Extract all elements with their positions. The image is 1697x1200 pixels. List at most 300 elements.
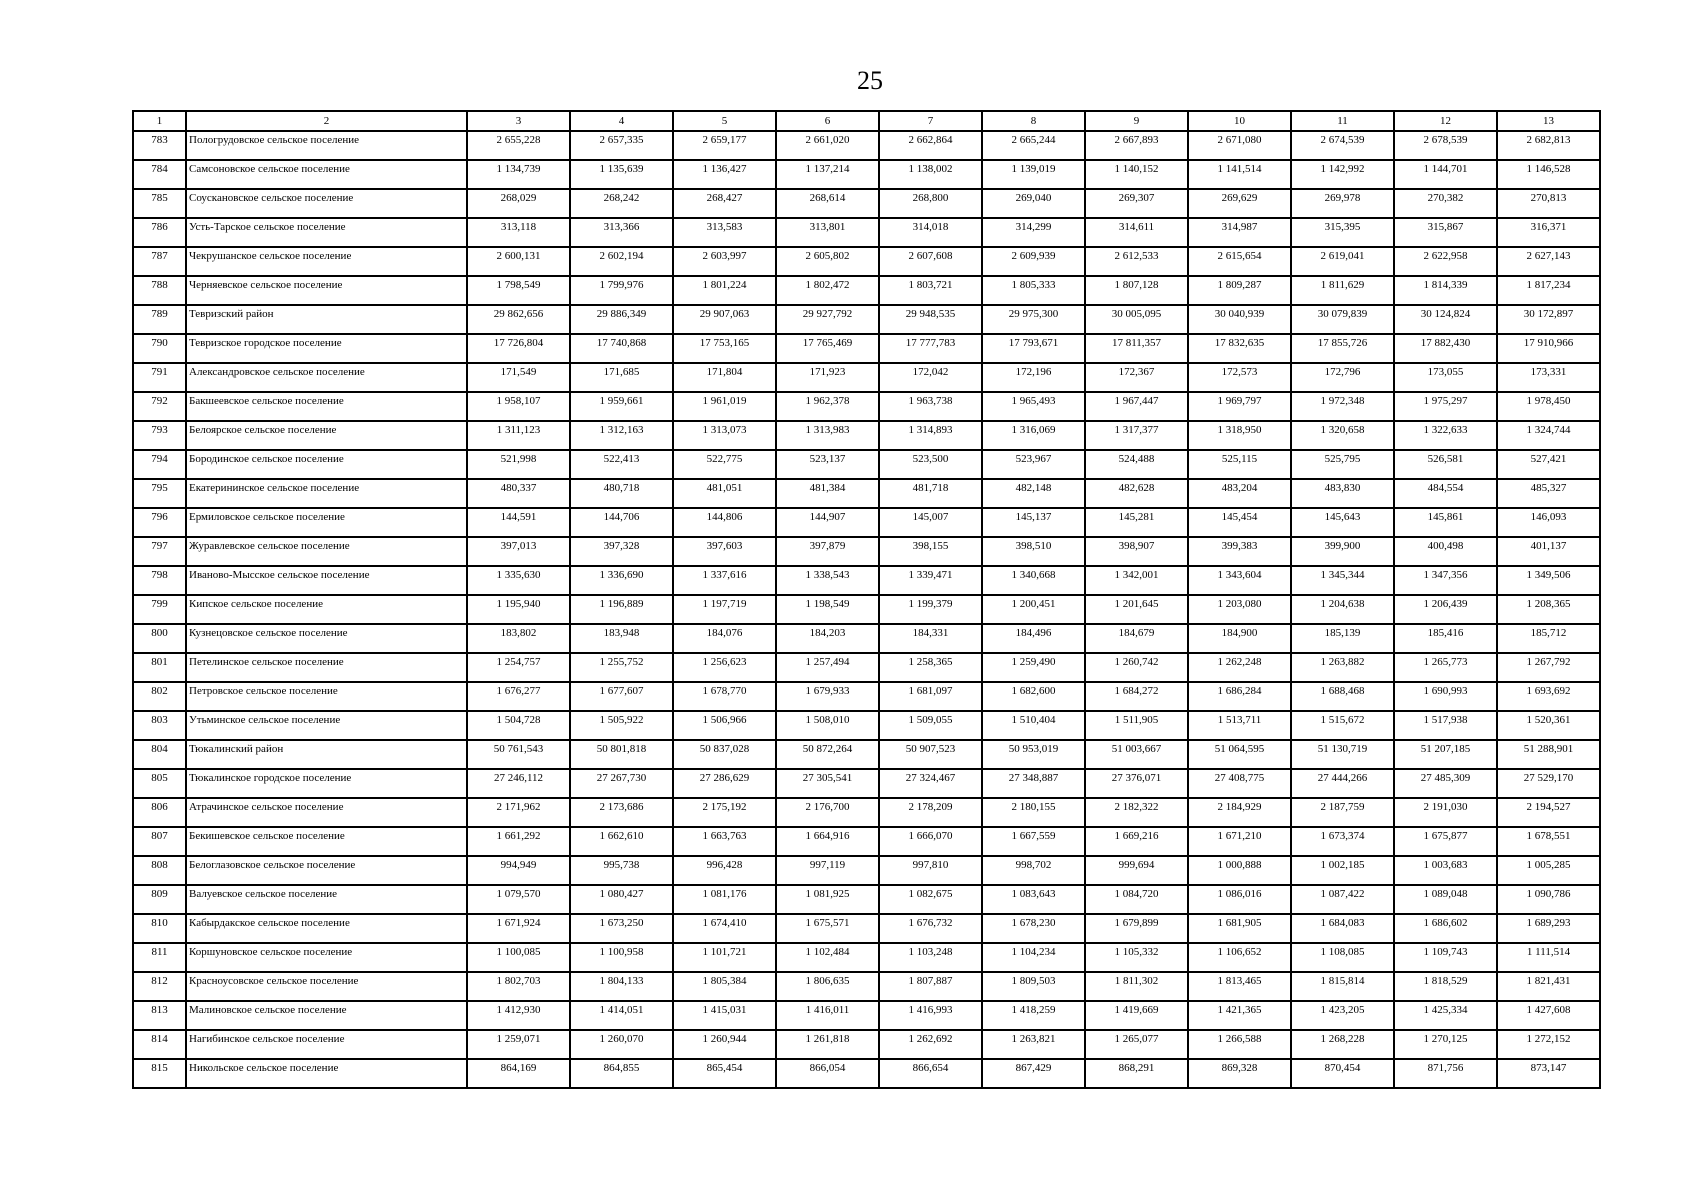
name-cell: Белоярское сельское поселение [186, 421, 467, 450]
value-cell: 2 176,700 [776, 798, 879, 827]
table-row [133, 131, 1600, 160]
value-cell: 401,137 [1497, 537, 1600, 566]
value-cell: 270,813 [1497, 189, 1600, 218]
value-cell: 1 678,770 [673, 682, 776, 711]
value-cell: 17 765,469 [776, 334, 879, 363]
name-cell: Петелинское сельское поселение [186, 653, 467, 682]
value-cell: 397,328 [570, 537, 673, 566]
value-cell: 1 199,379 [879, 595, 982, 624]
value-cell: 480,337 [467, 479, 570, 508]
value-cell: 1 671,210 [1188, 827, 1291, 856]
value-cell: 2 682,813 [1497, 131, 1600, 160]
value-cell: 2 655,228 [467, 131, 570, 160]
value-cell: 145,137 [982, 508, 1085, 537]
row-number-cell: 808 [133, 856, 186, 885]
value-cell: 1 106,652 [1188, 943, 1291, 972]
value-cell: 1 313,073 [673, 421, 776, 450]
value-cell: 2 600,131 [467, 247, 570, 276]
row-number-cell: 798 [133, 566, 186, 595]
value-cell: 1 198,549 [776, 595, 879, 624]
value-cell: 185,416 [1394, 624, 1497, 653]
value-cell: 1 664,916 [776, 827, 879, 856]
row-number-cell: 812 [133, 972, 186, 1001]
value-cell: 173,331 [1497, 363, 1600, 392]
row-number-cell: 799 [133, 595, 186, 624]
value-cell: 145,281 [1085, 508, 1188, 537]
value-cell: 1 416,993 [879, 1001, 982, 1030]
column-header: 7 [879, 111, 982, 131]
value-cell: 268,427 [673, 189, 776, 218]
page-number: 25 [857, 66, 883, 95]
column-header: 11 [1291, 111, 1394, 131]
name-cell: Кабырдакское сельское поселение [186, 914, 467, 943]
value-cell: 1 965,493 [982, 392, 1085, 421]
value-cell: 1 806,635 [776, 972, 879, 1001]
value-cell: 399,383 [1188, 537, 1291, 566]
value-cell: 172,042 [879, 363, 982, 392]
value-cell: 2 182,322 [1085, 798, 1188, 827]
row-number-cell: 805 [133, 769, 186, 798]
value-cell: 1 343,604 [1188, 566, 1291, 595]
value-cell: 1 520,361 [1497, 711, 1600, 740]
value-cell: 2 187,759 [1291, 798, 1394, 827]
value-cell: 144,907 [776, 508, 879, 537]
row-number-cell: 807 [133, 827, 186, 856]
value-cell: 2 180,155 [982, 798, 1085, 827]
row-number-cell: 809 [133, 885, 186, 914]
table-row [133, 682, 1600, 711]
value-cell: 1 421,365 [1188, 1001, 1291, 1030]
value-cell: 1 962,378 [776, 392, 879, 421]
row-number-cell: 784 [133, 160, 186, 189]
value-cell: 1 814,339 [1394, 276, 1497, 305]
value-cell: 50 761,543 [467, 740, 570, 769]
name-cell: Александровское сельское поселение [186, 363, 467, 392]
value-cell: 1 267,792 [1497, 653, 1600, 682]
column-header: 1 [133, 111, 186, 131]
value-cell: 870,454 [1291, 1059, 1394, 1088]
value-cell: 17 740,868 [570, 334, 673, 363]
value-cell: 269,040 [982, 189, 1085, 218]
value-cell: 1 815,814 [1291, 972, 1394, 1001]
row-number-cell: 794 [133, 450, 186, 479]
value-cell: 1 262,692 [879, 1030, 982, 1059]
value-cell: 1 272,152 [1497, 1030, 1600, 1059]
value-cell: 399,900 [1291, 537, 1394, 566]
value-cell: 1 805,333 [982, 276, 1085, 305]
name-cell: Бакшеевское сельское поселение [186, 392, 467, 421]
value-cell: 2 671,080 [1188, 131, 1291, 160]
value-cell: 1 316,069 [982, 421, 1085, 450]
value-cell: 1 335,630 [467, 566, 570, 595]
value-cell: 2 194,527 [1497, 798, 1600, 827]
value-cell: 1 206,439 [1394, 595, 1497, 624]
row-number-cell: 813 [133, 1001, 186, 1030]
value-cell: 871,756 [1394, 1059, 1497, 1088]
value-cell: 1 081,176 [673, 885, 776, 914]
value-cell: 313,118 [467, 218, 570, 247]
row-number-cell: 790 [133, 334, 186, 363]
value-cell: 1 101,721 [673, 943, 776, 972]
value-cell: 1 103,248 [879, 943, 982, 972]
table-row [133, 450, 1600, 479]
table-header [133, 111, 1600, 131]
table-row [133, 247, 1600, 276]
value-cell: 1 963,738 [879, 392, 982, 421]
value-cell: 269,629 [1188, 189, 1291, 218]
value-cell: 145,643 [1291, 508, 1394, 537]
value-cell: 1 667,559 [982, 827, 1085, 856]
table-row [133, 189, 1600, 218]
value-cell: 397,603 [673, 537, 776, 566]
value-cell: 1 681,905 [1188, 914, 1291, 943]
value-cell: 1 807,887 [879, 972, 982, 1001]
value-cell: 1 197,719 [673, 595, 776, 624]
row-number-cell: 806 [133, 798, 186, 827]
column-header: 9 [1085, 111, 1188, 131]
name-cell: Черняевское сельское поселение [186, 276, 467, 305]
value-cell: 1 509,055 [879, 711, 982, 740]
row-number-cell: 804 [133, 740, 186, 769]
row-number-cell: 811 [133, 943, 186, 972]
value-cell: 27 286,629 [673, 769, 776, 798]
value-cell: 1 263,882 [1291, 653, 1394, 682]
value-cell: 1 802,472 [776, 276, 879, 305]
value-cell: 1 676,277 [467, 682, 570, 711]
value-cell: 30 005,095 [1085, 305, 1188, 334]
value-cell: 2 622,958 [1394, 247, 1497, 276]
value-cell: 1 517,938 [1394, 711, 1497, 740]
value-cell: 1 798,549 [467, 276, 570, 305]
value-cell: 171,685 [570, 363, 673, 392]
value-cell: 1 339,471 [879, 566, 982, 595]
value-cell: 1 799,976 [570, 276, 673, 305]
column-header: 5 [673, 111, 776, 131]
value-cell: 2 191,030 [1394, 798, 1497, 827]
value-cell: 866,054 [776, 1059, 879, 1088]
row-number-cell: 792 [133, 392, 186, 421]
value-cell: 1 675,571 [776, 914, 879, 943]
name-cell: Коршуновское сельское поселение [186, 943, 467, 972]
value-cell: 1 104,234 [982, 943, 1085, 972]
value-cell: 1 260,070 [570, 1030, 673, 1059]
value-cell: 1 662,610 [570, 827, 673, 856]
name-cell: Чекрушанское сельское поселение [186, 247, 467, 276]
value-cell: 172,367 [1085, 363, 1188, 392]
row-number-cell: 783 [133, 131, 186, 160]
value-cell: 185,712 [1497, 624, 1600, 653]
table-row [133, 798, 1600, 827]
column-header: 3 [467, 111, 570, 131]
value-cell: 314,299 [982, 218, 1085, 247]
table-row [133, 508, 1600, 537]
value-cell: 50 907,523 [879, 740, 982, 769]
value-cell: 1 423,205 [1291, 1001, 1394, 1030]
value-cell: 1 671,924 [467, 914, 570, 943]
value-cell: 1 260,742 [1085, 653, 1188, 682]
value-cell: 1 270,125 [1394, 1030, 1497, 1059]
value-cell: 994,949 [467, 856, 570, 885]
value-cell: 521,998 [467, 450, 570, 479]
table-row [133, 305, 1600, 334]
value-cell: 1 804,133 [570, 972, 673, 1001]
value-cell: 1 146,528 [1497, 160, 1600, 189]
value-cell: 17 832,635 [1188, 334, 1291, 363]
value-cell: 1 506,966 [673, 711, 776, 740]
value-cell: 315,867 [1394, 218, 1497, 247]
value-cell: 1 515,672 [1291, 711, 1394, 740]
value-cell: 144,706 [570, 508, 673, 537]
value-cell: 270,382 [1394, 189, 1497, 218]
value-cell: 184,076 [673, 624, 776, 653]
name-cell: Кузнецовское сельское поселение [186, 624, 467, 653]
name-cell: Иваново-Мысское сельское поселение [186, 566, 467, 595]
value-cell: 398,155 [879, 537, 982, 566]
value-cell: 2 612,533 [1085, 247, 1188, 276]
value-cell: 27 408,775 [1188, 769, 1291, 798]
row-number-cell: 814 [133, 1030, 186, 1059]
column-header: 10 [1188, 111, 1291, 131]
value-cell: 1 082,675 [879, 885, 982, 914]
value-cell: 1 144,701 [1394, 160, 1497, 189]
value-cell: 1 257,494 [776, 653, 879, 682]
value-cell: 1 262,248 [1188, 653, 1291, 682]
table-row [133, 856, 1600, 885]
value-cell: 1 087,422 [1291, 885, 1394, 914]
value-cell: 1 673,250 [570, 914, 673, 943]
value-cell: 1 967,447 [1085, 392, 1188, 421]
value-cell: 1 090,786 [1497, 885, 1600, 914]
value-cell: 1 140,152 [1085, 160, 1188, 189]
row-number-cell: 802 [133, 682, 186, 711]
value-cell: 1 342,001 [1085, 566, 1188, 595]
value-cell: 30 124,824 [1394, 305, 1497, 334]
table-row [133, 218, 1600, 247]
name-cell: Екатерининское сельское поселение [186, 479, 467, 508]
value-cell: 1 349,506 [1497, 566, 1600, 595]
name-cell: Тевризское городское поселение [186, 334, 467, 363]
value-cell: 1 811,629 [1291, 276, 1394, 305]
value-cell: 51 130,719 [1291, 740, 1394, 769]
value-cell: 1 324,744 [1497, 421, 1600, 450]
value-cell: 1 080,427 [570, 885, 673, 914]
value-cell: 1 818,529 [1394, 972, 1497, 1001]
value-cell: 1 511,905 [1085, 711, 1188, 740]
name-cell: Ермиловское сельское поселение [186, 508, 467, 537]
value-cell: 1 311,123 [467, 421, 570, 450]
value-cell: 1 675,877 [1394, 827, 1497, 856]
value-cell: 1 105,332 [1085, 943, 1188, 972]
value-cell: 1 313,983 [776, 421, 879, 450]
value-cell: 484,554 [1394, 479, 1497, 508]
name-cell: Никольское сельское поселение [186, 1059, 467, 1088]
value-cell: 482,148 [982, 479, 1085, 508]
value-cell: 1 803,721 [879, 276, 982, 305]
value-cell: 1 673,374 [1291, 827, 1394, 856]
value-cell: 1 801,224 [673, 276, 776, 305]
value-cell: 1 807,128 [1085, 276, 1188, 305]
value-cell: 1 505,922 [570, 711, 673, 740]
row-number-cell: 785 [133, 189, 186, 218]
row-number-cell: 815 [133, 1059, 186, 1088]
value-cell: 1 345,344 [1291, 566, 1394, 595]
value-cell: 1 259,490 [982, 653, 1085, 682]
value-cell: 996,428 [673, 856, 776, 885]
value-cell: 1 336,690 [570, 566, 673, 595]
value-cell: 866,654 [879, 1059, 982, 1088]
value-cell: 1 414,051 [570, 1001, 673, 1030]
value-cell: 27 324,467 [879, 769, 982, 798]
value-cell: 173,055 [1394, 363, 1497, 392]
value-cell: 1 961,019 [673, 392, 776, 421]
value-cell: 1 081,925 [776, 885, 879, 914]
value-cell: 483,830 [1291, 479, 1394, 508]
value-cell: 1 134,739 [467, 160, 570, 189]
value-cell: 864,169 [467, 1059, 570, 1088]
value-cell: 50 801,818 [570, 740, 673, 769]
value-cell: 1 678,230 [982, 914, 1085, 943]
value-cell: 524,488 [1085, 450, 1188, 479]
value-cell: 2 173,686 [570, 798, 673, 827]
value-cell: 2 657,335 [570, 131, 673, 160]
value-cell: 27 485,309 [1394, 769, 1497, 798]
value-cell: 313,583 [673, 218, 776, 247]
value-cell: 1 416,011 [776, 1001, 879, 1030]
value-cell: 1 666,070 [879, 827, 982, 856]
value-cell: 997,119 [776, 856, 879, 885]
value-cell: 1 201,645 [1085, 595, 1188, 624]
value-cell: 145,454 [1188, 508, 1291, 537]
value-cell: 867,429 [982, 1059, 1085, 1088]
value-cell: 523,500 [879, 450, 982, 479]
name-cell: Нагибинское сельское поселение [186, 1030, 467, 1059]
value-cell: 1 513,711 [1188, 711, 1291, 740]
value-cell: 2 662,864 [879, 131, 982, 160]
value-cell: 1 972,348 [1291, 392, 1394, 421]
value-cell: 1 320,658 [1291, 421, 1394, 450]
value-cell: 1 679,933 [776, 682, 879, 711]
row-number-cell: 803 [133, 711, 186, 740]
row-number-cell: 787 [133, 247, 186, 276]
name-cell: Тюкалинский район [186, 740, 467, 769]
value-cell: 397,879 [776, 537, 879, 566]
name-cell: Белоглазовское сельское поселение [186, 856, 467, 885]
name-cell: Журавлевское сельское поселение [186, 537, 467, 566]
value-cell: 29 948,535 [879, 305, 982, 334]
value-cell: 172,796 [1291, 363, 1394, 392]
table-row [133, 740, 1600, 769]
name-cell: Самсоновское сельское поселение [186, 160, 467, 189]
value-cell: 1 260,944 [673, 1030, 776, 1059]
value-cell: 17 777,783 [879, 334, 982, 363]
value-cell: 998,702 [982, 856, 1085, 885]
value-cell: 1 337,616 [673, 566, 776, 595]
column-header: 8 [982, 111, 1085, 131]
value-cell: 1 681,097 [879, 682, 982, 711]
value-cell: 1 100,085 [467, 943, 570, 972]
value-cell: 873,147 [1497, 1059, 1600, 1088]
value-cell: 1 510,404 [982, 711, 1085, 740]
row-number-cell: 795 [133, 479, 186, 508]
name-cell: Пологрудовское сельское поселение [186, 131, 467, 160]
value-cell: 184,900 [1188, 624, 1291, 653]
value-cell: 1 318,950 [1188, 421, 1291, 450]
value-cell: 29 927,792 [776, 305, 879, 334]
value-cell: 171,923 [776, 363, 879, 392]
table-row [133, 914, 1600, 943]
value-cell: 1 338,543 [776, 566, 879, 595]
value-cell: 1 208,365 [1497, 595, 1600, 624]
value-cell: 268,614 [776, 189, 879, 218]
value-cell: 2 178,209 [879, 798, 982, 827]
value-cell: 527,421 [1497, 450, 1600, 479]
row-number-cell: 801 [133, 653, 186, 682]
value-cell: 482,628 [1085, 479, 1188, 508]
value-cell: 1 684,083 [1291, 914, 1394, 943]
value-cell: 316,371 [1497, 218, 1600, 247]
value-cell: 27 444,266 [1291, 769, 1394, 798]
value-cell: 526,581 [1394, 450, 1497, 479]
value-cell: 2 602,194 [570, 247, 673, 276]
value-cell: 184,679 [1085, 624, 1188, 653]
value-cell: 144,806 [673, 508, 776, 537]
value-cell: 1 809,287 [1188, 276, 1291, 305]
data-table [132, 110, 1601, 1089]
column-header: 13 [1497, 111, 1600, 131]
table-row [133, 566, 1600, 595]
value-cell: 1 809,503 [982, 972, 1085, 1001]
value-cell: 865,454 [673, 1059, 776, 1088]
value-cell: 1 079,570 [467, 885, 570, 914]
value-cell: 483,204 [1188, 479, 1291, 508]
value-cell: 50 837,028 [673, 740, 776, 769]
column-header: 6 [776, 111, 879, 131]
name-cell: Малиновское сельское поселение [186, 1001, 467, 1030]
value-cell: 1 196,889 [570, 595, 673, 624]
value-cell: 27 246,112 [467, 769, 570, 798]
value-cell: 17 811,357 [1085, 334, 1188, 363]
column-header: 2 [186, 111, 467, 131]
value-cell: 1 139,019 [982, 160, 1085, 189]
value-cell: 184,496 [982, 624, 1085, 653]
value-cell: 1 265,077 [1085, 1030, 1188, 1059]
value-cell: 1 109,743 [1394, 943, 1497, 972]
value-cell: 268,242 [570, 189, 673, 218]
value-cell: 1 689,293 [1497, 914, 1600, 943]
value-cell: 1 969,797 [1188, 392, 1291, 421]
table-row [133, 1001, 1600, 1030]
value-cell: 869,328 [1188, 1059, 1291, 1088]
value-cell: 868,291 [1085, 1059, 1188, 1088]
name-cell: Тевризский район [186, 305, 467, 334]
name-cell: Усть-Тарское сельское поселение [186, 218, 467, 247]
value-cell: 315,395 [1291, 218, 1394, 247]
value-cell: 2 175,192 [673, 798, 776, 827]
value-cell: 1 086,016 [1188, 885, 1291, 914]
value-cell: 481,384 [776, 479, 879, 508]
value-cell: 2 619,041 [1291, 247, 1394, 276]
value-cell: 1 084,720 [1085, 885, 1188, 914]
value-cell: 1 108,085 [1291, 943, 1394, 972]
value-cell: 398,510 [982, 537, 1085, 566]
value-cell: 1 678,551 [1497, 827, 1600, 856]
value-cell: 1 811,302 [1085, 972, 1188, 1001]
table-row [133, 479, 1600, 508]
value-cell: 50 953,019 [982, 740, 1085, 769]
row-number-cell: 797 [133, 537, 186, 566]
value-cell: 2 607,608 [879, 247, 982, 276]
name-cell: Бородинское сельское поселение [186, 450, 467, 479]
